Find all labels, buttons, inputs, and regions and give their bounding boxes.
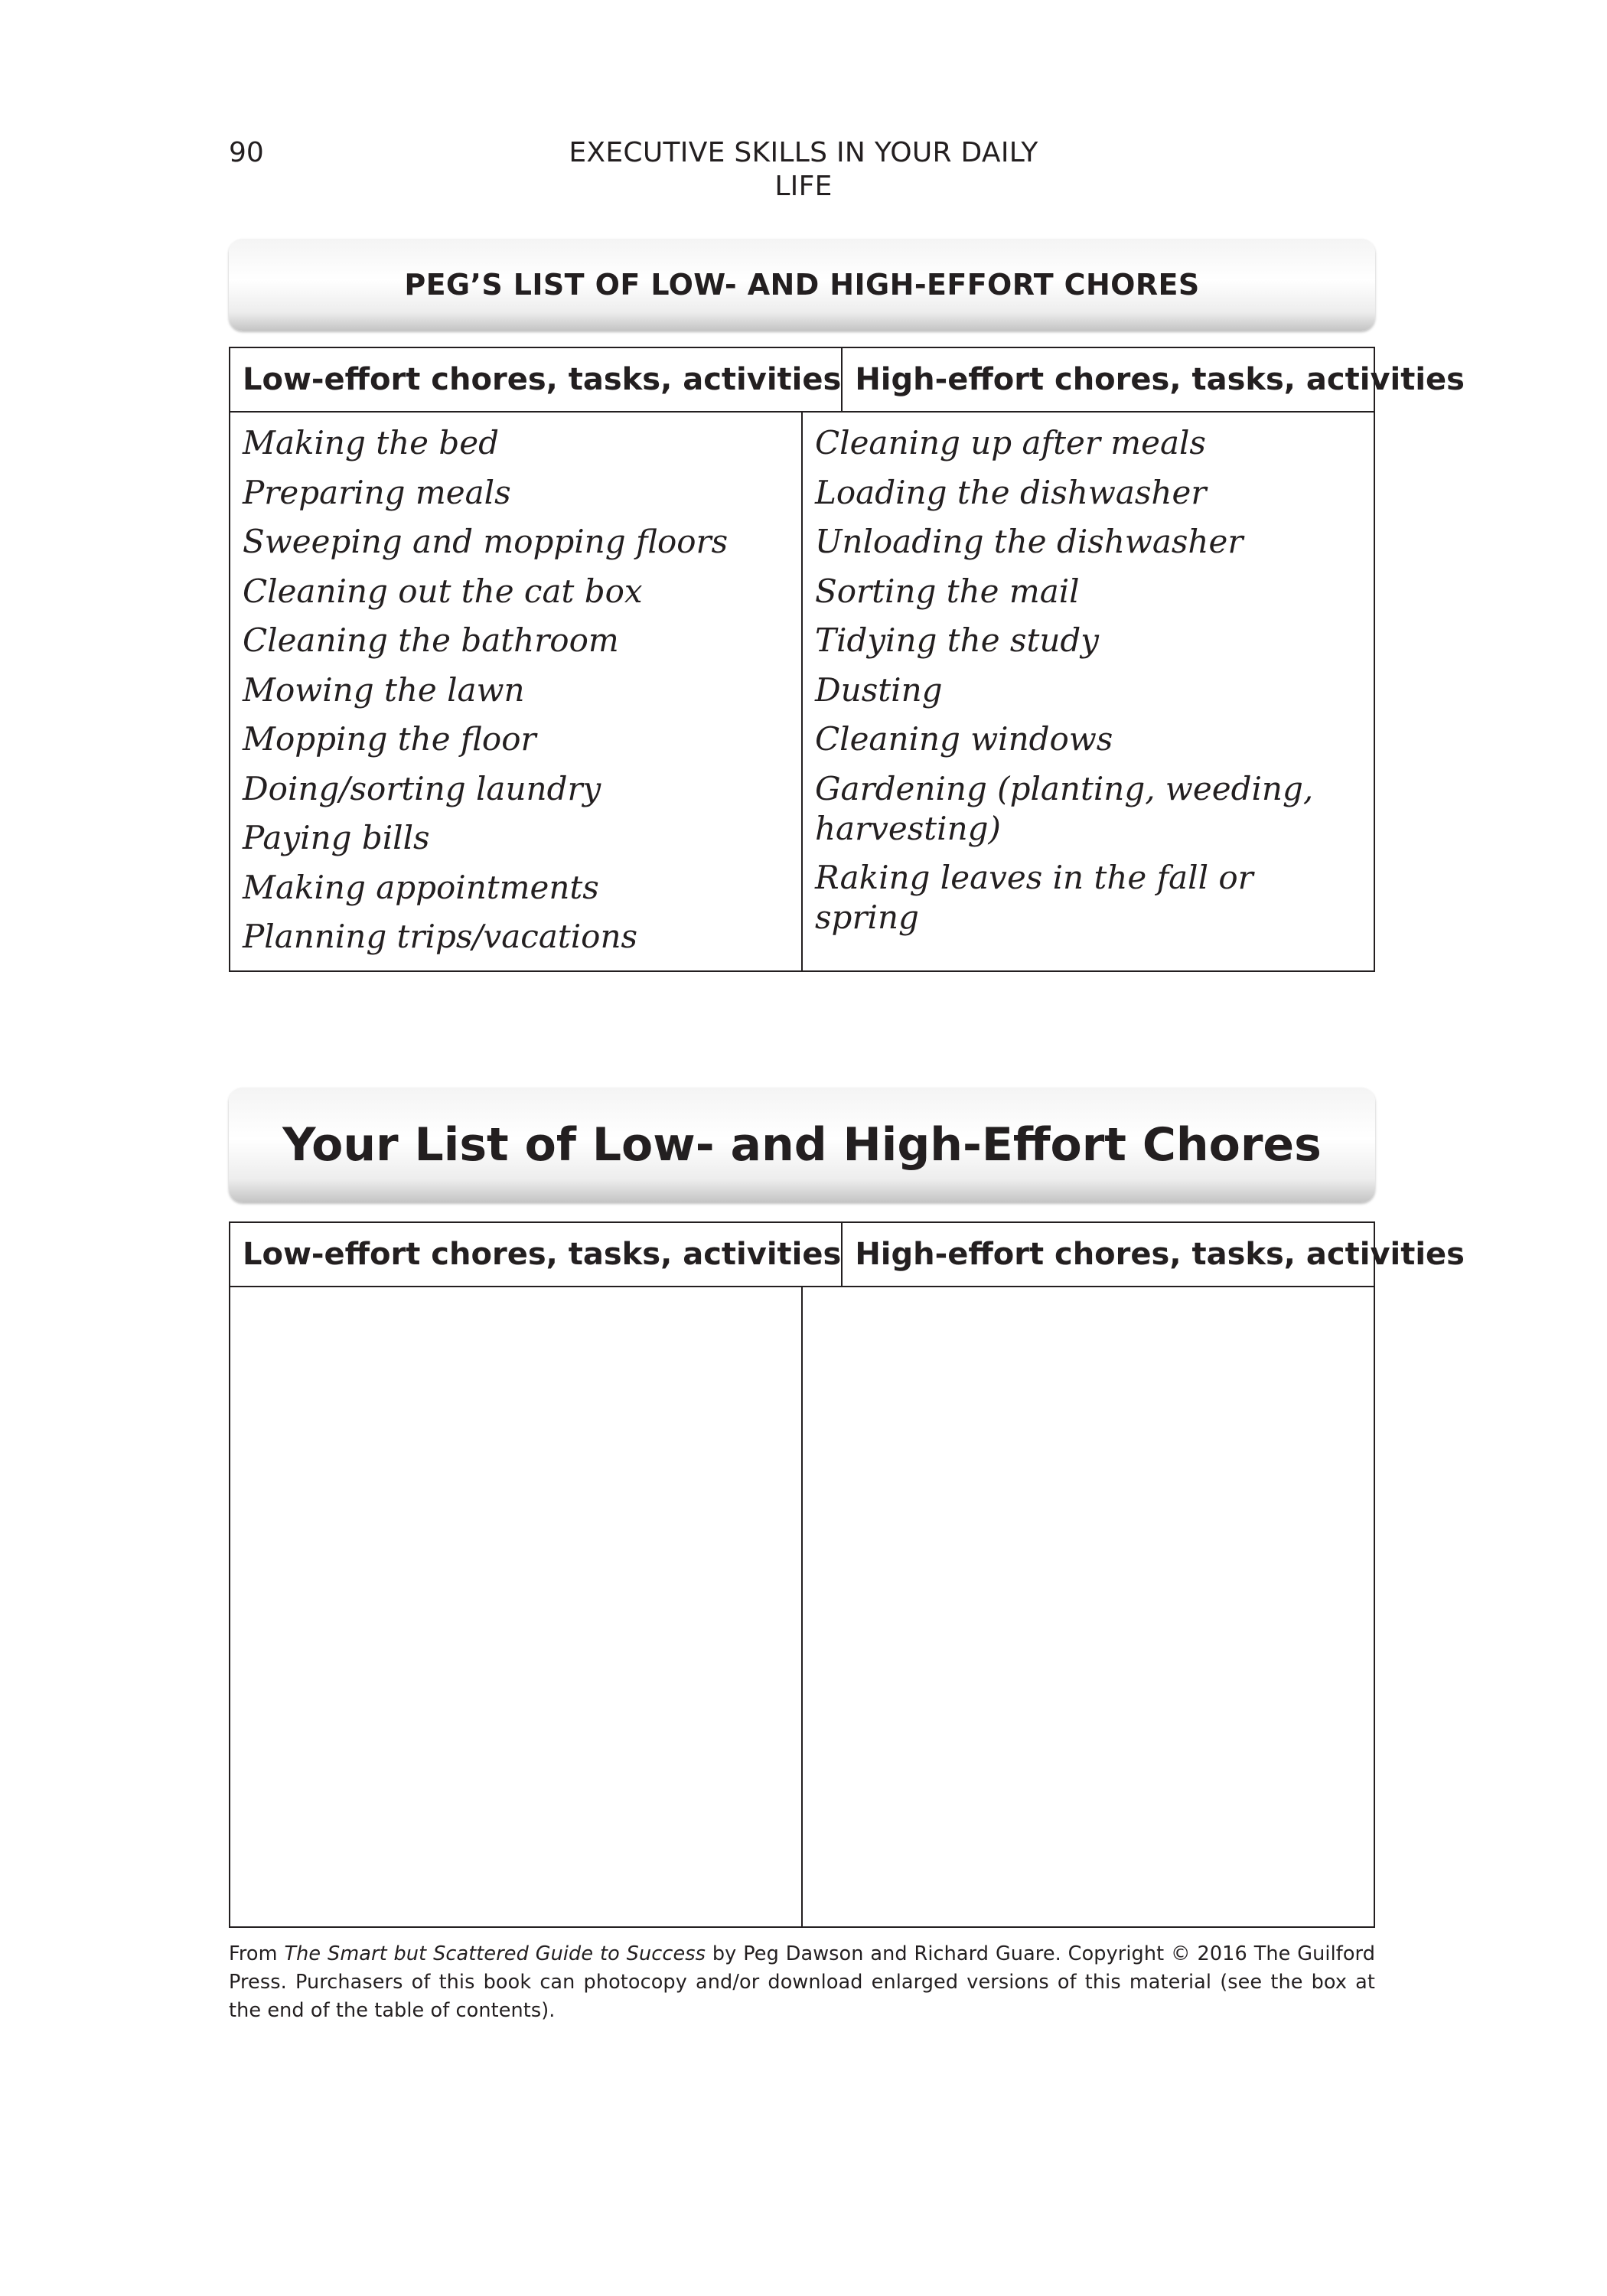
list-item: Dusting: [815, 670, 943, 709]
your-high-effort-header: High-effort chores, tasks, activities: [841, 1223, 1465, 1286]
list-item: Planning trips/vacations: [243, 918, 638, 955]
list-item: Paying bills: [243, 819, 430, 856]
list-item: Cleaning up after meals: [815, 424, 1206, 461]
list-item: Mowing the lawn: [243, 670, 525, 709]
list-item: Sweeping and mopping floors: [243, 523, 729, 560]
your-table-header-row: [230, 1223, 1465, 1287]
list-item: Raking leaves in the fall or spring: [815, 859, 1253, 936]
list-item: Unloading the dishwasher: [815, 523, 1244, 560]
pegs-list-title-banner: [229, 239, 1375, 331]
pegs-chores-table: [229, 347, 1465, 972]
citation-suffix: by Peg Dawson and Richard Guare. Copyright © 2016 The Guilford Press. Purchasers of this book can photocopy and/or download enlarged versions of this material (see the box at the end of the table of contents).: [229, 1942, 1375, 2022]
your-high-effort-cell[interactable]: [801, 1287, 1374, 1926]
list-item: Sorting the mail: [815, 572, 1080, 610]
your-low-effort-cell[interactable]: [230, 1287, 801, 1926]
pegs-table-header-row: [230, 348, 1465, 413]
list-item: Cleaning the bathroom: [243, 621, 619, 659]
your-list-title-banner: [229, 1088, 1375, 1202]
running-head: EXECUTIVE SKILLS IN YOUR DAILY LIFE: [569, 137, 1038, 202]
list-item: Cleaning windows: [815, 720, 1113, 758]
citation-book-title: The Smart but Scattered Guide to Success: [284, 1942, 706, 1965]
list-item: Preparing meals: [243, 473, 511, 511]
citation-note: [229, 1940, 1375, 2025]
page-number: 90: [229, 137, 264, 168]
citation-prefix: From: [229, 1942, 285, 1965]
list-item: Gardening (planting, weeding, harvesting): [815, 769, 1314, 847]
your-list-title: Your List of Low- and High-Effort Chores: [282, 1118, 1322, 1172]
your-chores-table: [229, 1221, 1465, 1928]
your-table-body-row: [230, 1287, 1374, 1926]
list-item: Doing/sorting laundry: [243, 769, 601, 807]
pegs-list-title: PEG’S LIST OF LOW- AND HIGH-EFFORT CHORES: [404, 268, 1200, 302]
list-item: Tidying the study: [815, 621, 1100, 659]
list-item: Mopping the floor: [243, 720, 536, 758]
pegs-high-effort-list: [801, 413, 1374, 970]
list-item: Making appointments: [243, 868, 599, 906]
pegs-low-effort-list: [230, 413, 801, 970]
pegs-low-effort-header: Low-effort chores, tasks, activities: [243, 362, 842, 397]
list-item: Cleaning out the cat box: [243, 572, 643, 610]
pegs-table-body-row: [230, 413, 1374, 970]
list-item: Loading the dishwasher: [815, 473, 1207, 511]
your-low-effort-header: Low-effort chores, tasks, activities: [243, 1237, 842, 1272]
pegs-high-effort-header: High-effort chores, tasks, activities: [841, 348, 1465, 411]
list-item: Making the bed: [243, 424, 499, 461]
